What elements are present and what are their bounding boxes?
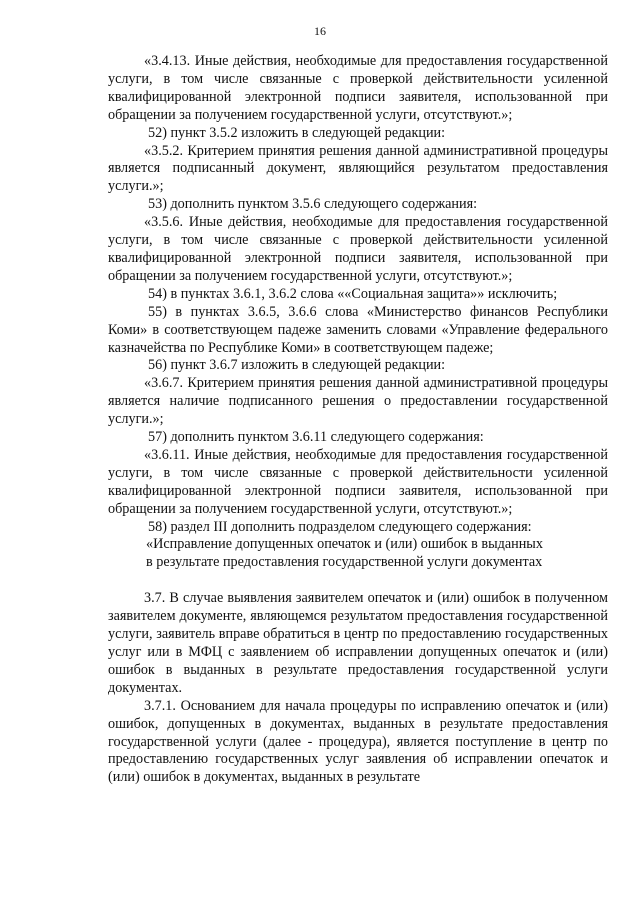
section-spacer xyxy=(108,572,608,590)
item-55: 55) в пунктах 3.6.5, 3.6.6 слова «Министерство финансов Республики Коми» в соответствующем падеже заменить словами «Управление федерального казначейства по Республике Коми» в соответствующем падеже; xyxy=(108,303,608,356)
item-53: 53) дополнить пунктом 3.5.6 следующего содержания: xyxy=(148,196,478,213)
subsection-heading-line-1: «Исправление допущенных опечаток и (или) ошибок в выданных xyxy=(146,536,543,553)
paragraph-3-4-13: «3.4.13. Иные действия, необходимые для предоставления государственной услуги, в том числе связанные с проверкой действительности усиленной квалифицированной электронной подписи заявителя, использованной при обращении за получением государственной услуги, отсутствуют.»; xyxy=(108,53,608,123)
paragraph-3-5-6: «3.5.6. Иные действия, необходимые для предоставления государственной услуги, в том числе связанные с проверкой действительности усиленной квалифицированной электронной подписи заявителя, использованной при обращении за получением государственной услуги, отсутствуют.»; xyxy=(108,214,608,284)
paragraph-3-5-2: «3.5.2. Критерием принятия решения данной административной процедуры является подписанный документ, являющийся результатом предоставления услуги.»; xyxy=(108,142,608,195)
item-56: 56) пункт 3.6.7 изложить в следующей редакции: xyxy=(148,357,446,374)
page-number: 16 xyxy=(314,24,326,38)
item-54: 54) в пунктах 3.6.1, 3.6.2 слова ««Социальная защита»» исключить; xyxy=(148,285,558,302)
paragraph-3-6-11: «3.6.11. Иные действия, необходимые для предоставления государственной услуги, в том числе связанные с проверкой действительности усиленной квалифицированной электронной подписи заявителя, использованной при обращении за получением государственной услуги, отсутствуют.»; xyxy=(108,446,608,517)
paragraph-3-7-1: 3.7.1. Основанием для начала процедуры по исправлению опечаток и (или) ошибок, допущенных в документах, выданных в результате предоставления государственной услуги (далее - процедура), является поступление в центр по предоставлению государственных услуг заявления об исправлении опечаток и (или) ошибок в документах, выданных в результате xyxy=(108,697,608,786)
paragraph-3-7: 3.7. В случае выявления заявителем опечаток и (или) ошибок в полученном заявителем документе, являющемся результатом предоставления государственной услуги, заявитель вправе обратиться в центр по предоставлению государственных услуг или в МФЦ с заявлением об исправлении допущенных опечаток и (или) ошибок в выданных в результате предоставления государственной услуги документах. xyxy=(108,590,608,696)
paragraph-3-6-7: «3.6.7. Критерием принятия решения данной административной процедуры является наличие подписанного решения о предоставлении государственной услуги.»; xyxy=(108,375,608,428)
subsection-heading-line-2: в результате предоставления государственной услуги документах xyxy=(146,554,543,571)
item-52: 52) пункт 3.5.2 изложить в следующей редакции: xyxy=(148,124,446,141)
item-57: 57) дополнить пунктом 3.6.11 следующего содержания: xyxy=(148,429,484,446)
item-58: 58) раздел III дополнить подразделом следующего содержания: xyxy=(148,518,532,535)
document-body xyxy=(108,53,608,787)
